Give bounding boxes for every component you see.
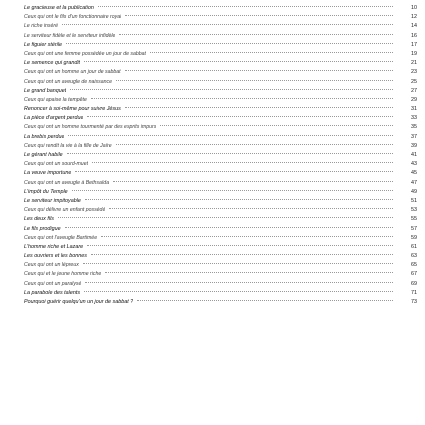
toc-entry: [0, 22, 425, 31]
toc-entry: [0, 252, 425, 261]
dot-leader: [65, 226, 393, 228]
toc-entry: [0, 270, 425, 279]
toc-entry-title: La pièce d'argent perdue: [24, 115, 84, 122]
toc-entry: [0, 105, 425, 114]
dot-leader: [83, 262, 393, 264]
toc-page-number: 43: [411, 161, 417, 168]
dot-leader: [67, 152, 393, 154]
toc-page-number: 21: [411, 60, 417, 67]
toc-page-number: 41: [411, 152, 417, 158]
dot-leader: [92, 161, 393, 163]
toc-entry-title: Ceux qui ont un homme un jour de sabbat: [24, 69, 121, 76]
toc-page-number: 63: [411, 253, 417, 260]
toc-entry-title: Ceux qui apaise la tempête: [24, 96, 87, 103]
dot-leader: [75, 170, 393, 172]
toc-page-number: 65: [411, 262, 417, 269]
toc-entry: [0, 206, 425, 215]
toc-entry-title: Ceux qui ont un aveugle à Bethsaïda: [24, 179, 110, 186]
dot-leader: [72, 189, 393, 191]
toc-page-number: 73: [411, 299, 417, 305]
toc-entry-title: Le riche inséré: [24, 23, 59, 30]
toc-entry: [0, 96, 425, 105]
toc-entry-title: Le serviteur impitoyable: [24, 197, 81, 204]
toc-entry-title: La veuve importune: [24, 170, 72, 177]
toc-entry: [0, 78, 425, 87]
toc-page-number: 51: [411, 197, 417, 204]
toc-entry: [0, 50, 425, 59]
toc-entry: [0, 298, 425, 307]
toc-entry: [0, 261, 425, 270]
toc-entry: [0, 179, 425, 188]
toc-entry: [0, 142, 425, 151]
toc-entry: [0, 133, 425, 142]
dot-leader: [91, 97, 393, 99]
toc-entry-title: L'homme riche et Lazare: [24, 243, 84, 250]
toc-page-number: 10: [411, 5, 417, 11]
dot-leader: [58, 216, 393, 218]
dot-leader: [160, 124, 393, 126]
toc-entry-title: Ceux qui délivre un enfant possédé: [24, 207, 106, 214]
toc-entry-title: Le semence qui grandit: [24, 60, 81, 67]
toc-entry-title: Le serviteur fidèle et le serviteur infidèle: [24, 32, 116, 39]
toc-page-number: 19: [411, 50, 417, 57]
toc-entry-title: L'impôt du Temple: [24, 188, 68, 195]
toc-entry-title: Le gérant habile: [24, 152, 63, 158]
toc-entry-title: Ceux qui ont un aveugle de naissance: [24, 78, 112, 85]
dot-leader: [116, 79, 393, 81]
dot-leader: [62, 23, 393, 25]
dot-leader: [98, 5, 393, 7]
dot-leader: [116, 143, 393, 145]
dot-leader: [109, 207, 393, 209]
toc-entry-title: Ceux qui ont un paralysé: [24, 280, 82, 287]
toc-entry-title: Ceux qui ont l'aveugle Bartimée: [24, 234, 98, 241]
toc-page-number: 29: [411, 96, 417, 103]
toc-entry-title: La brebis perdue: [24, 133, 65, 140]
toc-entry-title: Le fils prodigue: [24, 225, 61, 232]
toc-page-number: 55: [411, 216, 417, 223]
toc-entry: [0, 68, 425, 77]
toc-page-number: 14: [411, 23, 417, 30]
toc-entry-title: Les deux fils: [24, 216, 54, 223]
toc-entry-title: Pourquoi guérir quelqu'un un jour de sabbat ?: [24, 299, 134, 305]
toc-page-number: 67: [411, 271, 417, 278]
dot-leader: [137, 299, 393, 301]
dot-leader: [85, 281, 393, 283]
toc-entry-title: Ceux qui ont un sourd-muet: [24, 161, 89, 168]
toc-entry-title: Ceux qui ont un homme tourmenté par des esprits impurs: [24, 124, 157, 131]
dot-leader: [85, 198, 393, 200]
toc-entry: [0, 280, 425, 289]
dot-leader: [68, 134, 393, 136]
toc-entry-title: Le figuier stérile: [24, 41, 63, 48]
dot-leader: [101, 235, 393, 237]
dot-leader: [87, 115, 393, 117]
toc-entry: [0, 114, 425, 123]
toc-page-number: 39: [411, 142, 417, 149]
toc-page-number: 17: [411, 41, 417, 48]
dot-leader: [84, 290, 393, 292]
dot-leader: [84, 60, 393, 62]
toc-entry-title: La parabole des talents: [24, 289, 81, 296]
dot-leader: [150, 51, 393, 53]
toc-page-number: 35: [411, 124, 417, 131]
toc-entry: [0, 151, 425, 160]
toc-entry: [0, 123, 425, 132]
toc-entry: [0, 32, 425, 41]
toc-page-number: 69: [411, 280, 417, 287]
toc-entry: [0, 13, 425, 22]
dot-leader: [66, 42, 393, 44]
toc-entry-title: Ceux qui ont le fils d'un fonctionnaire royal: [24, 14, 122, 21]
toc-page-number: 57: [411, 225, 417, 232]
toc-page-number: 53: [411, 207, 417, 214]
toc-entry: [0, 41, 425, 50]
toc-page-number: 37: [411, 133, 417, 140]
toc-entry: [0, 59, 425, 68]
toc-page-number: 12: [411, 14, 417, 21]
toc-entry: [0, 225, 425, 234]
toc-entry-title: Renoncer à soi-même pour suivre Jésus: [24, 106, 121, 113]
toc-entry: [0, 215, 425, 224]
toc-entry: [0, 243, 425, 252]
dot-leader: [125, 69, 393, 71]
toc-page-number: 59: [411, 234, 417, 241]
toc-entry: [0, 169, 425, 178]
toc-page-number: 47: [411, 179, 417, 186]
toc-page-number: 33: [411, 115, 417, 122]
toc-page-number: 49: [411, 188, 417, 195]
dot-leader: [105, 271, 393, 273]
toc-entry-title: Ceux qui et le jeune homme riche: [24, 271, 102, 278]
toc-page-number: 23: [411, 69, 417, 76]
toc-entry-title: Le grand banquet: [24, 87, 67, 94]
toc-entry: [0, 4, 425, 13]
dot-leader: [87, 244, 393, 246]
dot-leader: [113, 180, 393, 182]
toc-page-number: 61: [411, 243, 417, 250]
toc-entry-title: Ceux qui ont un lépreux: [24, 262, 79, 269]
toc-entry: [0, 188, 425, 197]
toc-entry: [0, 197, 425, 206]
toc-entry-title: Ceux qui rendit la vie à la fille de Jaïre: [24, 142, 112, 149]
toc-page-number: 16: [411, 32, 417, 39]
toc-entry: [0, 289, 425, 298]
toc-page-number: 45: [411, 170, 417, 177]
dot-leader: [125, 14, 393, 16]
toc-entry: [0, 87, 425, 96]
toc-entry: [0, 234, 425, 243]
toc-entry-title: Le gracieuse et la publication: [24, 5, 94, 11]
toc-entry-title: Ceux qui ont une femme possédée un jour de sabbat: [24, 50, 146, 57]
dot-leader: [91, 253, 393, 255]
toc-page-number: 25: [411, 78, 417, 85]
dot-leader: [125, 106, 393, 108]
dot-leader: [70, 88, 393, 90]
toc-page-number: 31: [411, 106, 417, 113]
toc-page-number: 27: [411, 87, 417, 94]
toc-page-number: 71: [411, 289, 417, 296]
toc-entry: [0, 160, 425, 169]
dot-leader: [119, 33, 393, 35]
toc-entry-title: Les ouvriers et les bonnes: [24, 253, 87, 260]
